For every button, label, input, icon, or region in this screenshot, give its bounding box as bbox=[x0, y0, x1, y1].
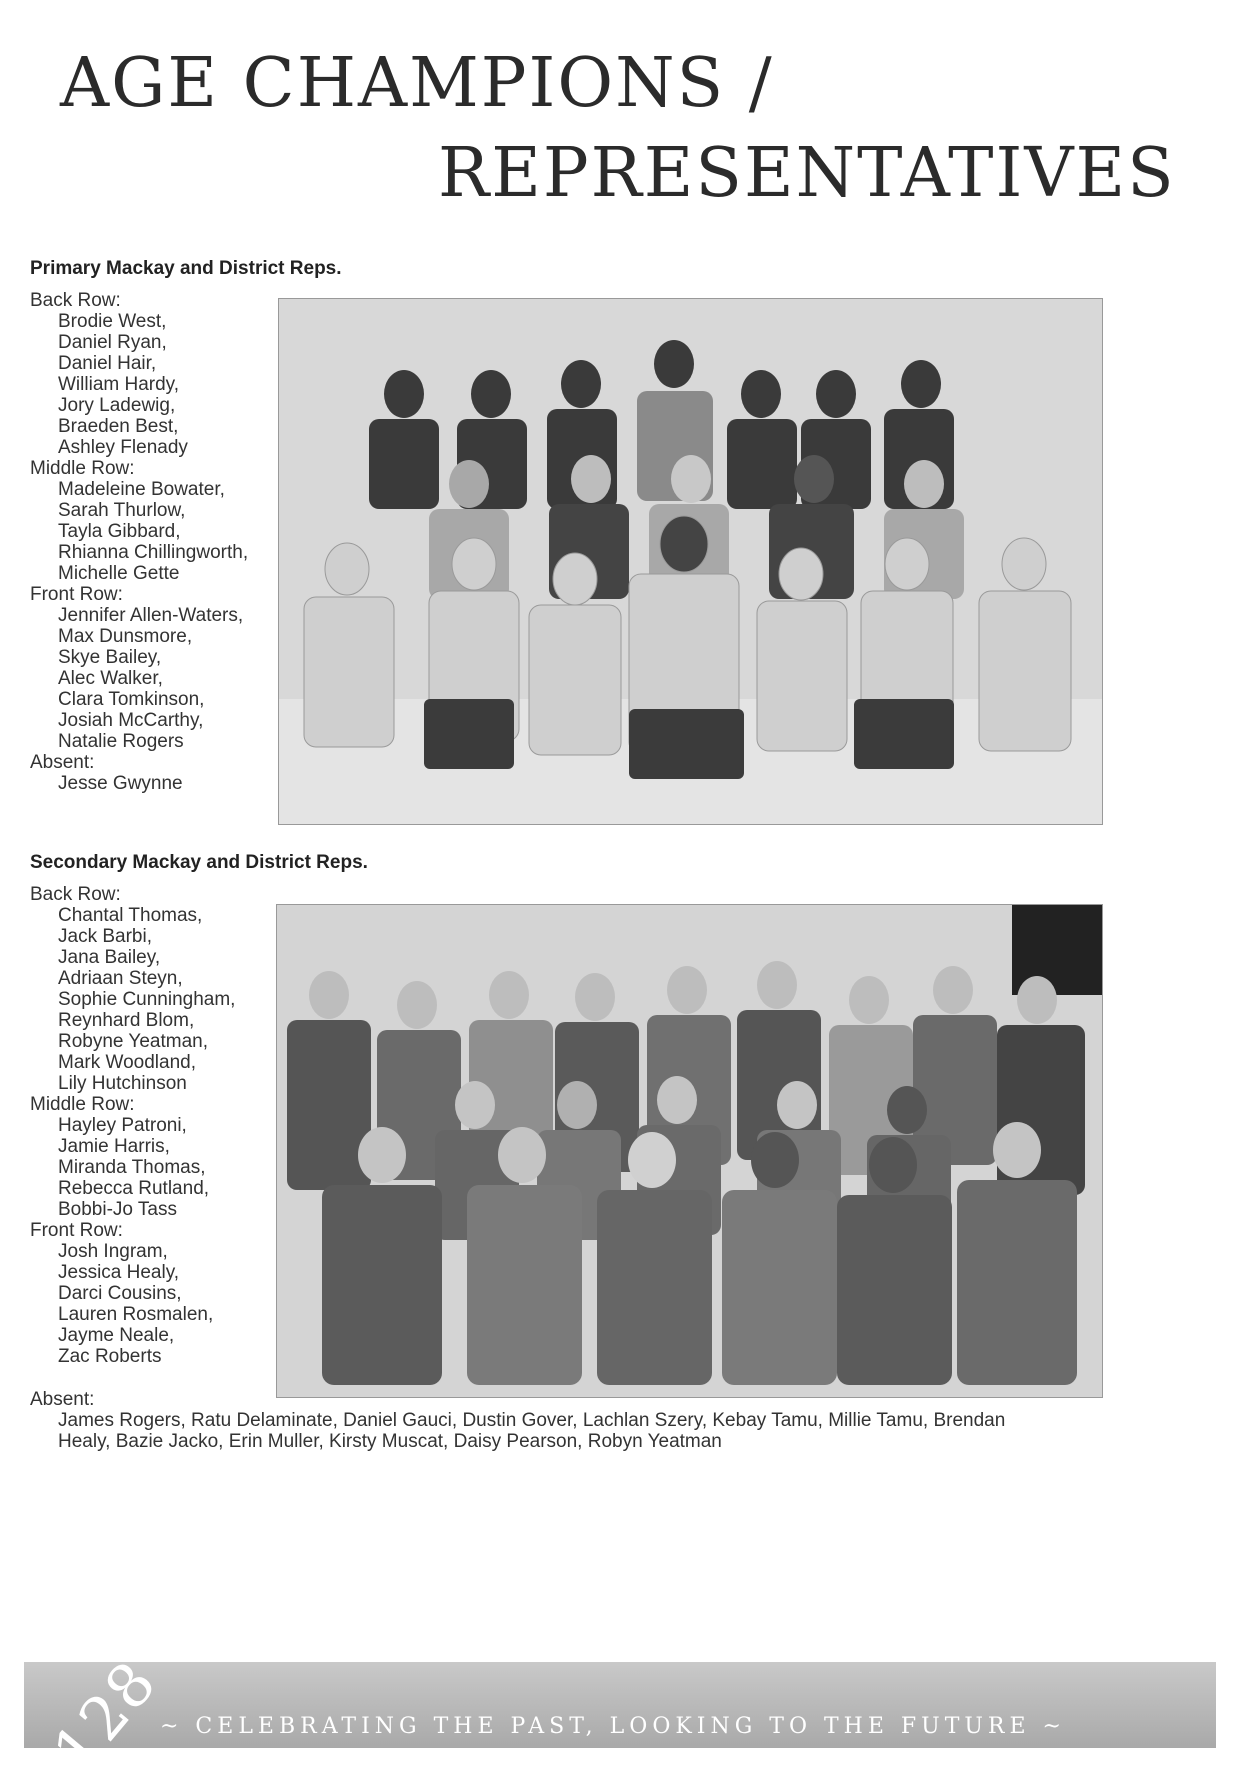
student-name: Braeden Best, bbox=[58, 416, 179, 437]
student-name: Daniel Ryan, bbox=[58, 332, 167, 353]
secondary-group-middle bbox=[30, 1094, 235, 1220]
student-name: Clara Tomkinson, bbox=[58, 689, 205, 710]
student-name: Jayme Neale, bbox=[58, 1325, 175, 1346]
group-label: Middle Row: bbox=[30, 1094, 135, 1115]
student-name: Hayley Patroni, bbox=[58, 1115, 187, 1136]
student-name: Tayla Gibbard, bbox=[58, 521, 181, 542]
student-name: Mark Woodland, bbox=[58, 1052, 196, 1073]
student-name: Rebecca Rutland, bbox=[58, 1178, 210, 1199]
primary-group-absent bbox=[30, 752, 248, 794]
student-name: Brodie West, bbox=[58, 311, 167, 332]
student-name: Natalie Rogers bbox=[58, 731, 184, 752]
secondary-roster bbox=[30, 884, 235, 1367]
student-name: Daniel Hair, bbox=[58, 353, 157, 374]
student-name: Madeleine Bowater, bbox=[58, 479, 225, 500]
group-label: Front Row: bbox=[30, 584, 123, 605]
page-title-line1: AGE CHAMPIONS / bbox=[60, 44, 774, 123]
student-name: Jory Ladewig, bbox=[58, 395, 176, 416]
student-name: Miranda Thomas, bbox=[58, 1157, 206, 1178]
group-label: Middle Row: bbox=[30, 458, 135, 479]
footer-tagline: ~ CELEBRATING THE PAST, LOOKING TO THE FUTURE ~ bbox=[160, 1714, 1066, 1739]
student-name: Alec Walker, bbox=[58, 668, 163, 689]
primary-group-front bbox=[30, 584, 248, 752]
secondary-group-back bbox=[30, 884, 235, 1094]
student-name: Jennifer Allen-Waters, bbox=[58, 605, 244, 626]
student-name: Josh Ingram, bbox=[58, 1241, 168, 1262]
student-name: Chantal Thomas, bbox=[58, 905, 203, 926]
student-name: Adriaan Steyn, bbox=[58, 968, 183, 989]
student-name: Bobbi-Jo Tass bbox=[58, 1199, 177, 1220]
primary-roster bbox=[30, 290, 248, 794]
group-label: Back Row: bbox=[30, 884, 121, 905]
primary-group-back bbox=[30, 290, 248, 458]
student-name: Jana Bailey, bbox=[58, 947, 161, 968]
secondary-team-photo bbox=[276, 904, 1103, 1398]
group-label: Back Row: bbox=[30, 290, 121, 311]
student-name: Josiah McCarthy, bbox=[58, 710, 204, 731]
student-name: William Hardy, bbox=[58, 374, 180, 395]
student-name: Sophie Cunningham, bbox=[58, 989, 236, 1010]
student-name: Jessica Healy, bbox=[58, 1262, 180, 1283]
primary-heading: Primary Mackay and District Reps. bbox=[30, 258, 342, 279]
student-name: Jesse Gwynne bbox=[58, 773, 183, 794]
page-number: 128 bbox=[40, 1647, 172, 1785]
page-title-line2: REPRESENTATIVES bbox=[438, 134, 1176, 213]
student-name: Darci Cousins, bbox=[58, 1283, 182, 1304]
absent-names: James Rogers, Ratu Delaminate, Daniel Gauci, Dustin Gover, Lachlan Szery, Kebay Tamu, Millie Tamu, Brendan Healy, Bazie Jacko, Erin Muller, Kirsty Muscat, Daisy Pearson, Robyn Yeatman bbox=[58, 1410, 1006, 1452]
student-name: Max Dunsmore, bbox=[58, 626, 193, 647]
student-name: Michelle Gette bbox=[58, 563, 180, 584]
secondary-heading: Secondary Mackay and District Reps. bbox=[30, 852, 368, 873]
student-name: Jamie Harris, bbox=[58, 1136, 170, 1157]
student-name: Jack Barbi, bbox=[58, 926, 152, 947]
student-name: Lauren Rosmalen, bbox=[58, 1304, 214, 1325]
student-name: Reynhard Blom, bbox=[58, 1010, 195, 1031]
group-label: Front Row: bbox=[30, 1220, 123, 1241]
student-name: Zac Roberts bbox=[58, 1346, 162, 1367]
group-label: Absent: bbox=[30, 1389, 95, 1410]
primary-team-photo bbox=[278, 298, 1103, 825]
primary-group-middle bbox=[30, 458, 248, 584]
student-name: Sarah Thurlow, bbox=[58, 500, 186, 521]
student-name: Ashley Flenady bbox=[58, 437, 188, 458]
group-label: Absent: bbox=[30, 752, 95, 773]
student-name: Skye Bailey, bbox=[58, 647, 162, 668]
secondary-group-front bbox=[30, 1220, 235, 1367]
secondary-absent bbox=[30, 1389, 1058, 1452]
student-name: Rhianna Chillingworth, bbox=[58, 542, 249, 563]
student-name: Lily Hutchinson bbox=[58, 1073, 187, 1094]
student-name: Robyne Yeatman, bbox=[58, 1031, 209, 1052]
